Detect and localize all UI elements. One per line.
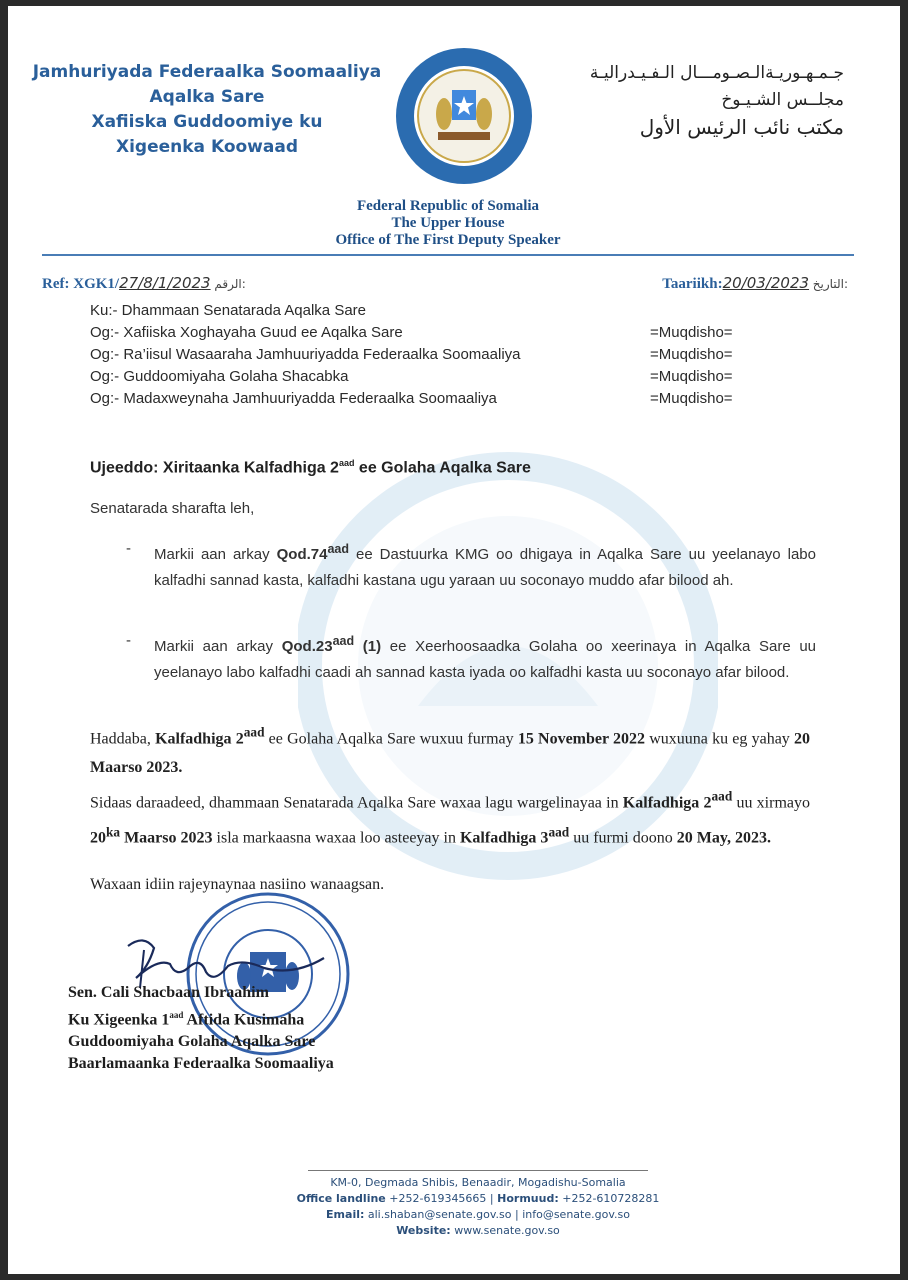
para-text: isla markaasna waxaa loo asteeyay in: [212, 829, 460, 847]
para-text: wuxuuna ku eg yahay: [645, 730, 795, 748]
bullet-dash: -: [126, 632, 131, 649]
ref-arabic-label: الرقم:: [214, 277, 246, 291]
footer-divider: [308, 1170, 648, 1171]
recipient-name: Ku:- Dhammaan Senatarada Aqalka Sare: [90, 302, 366, 319]
date-arabic-label: التاريخ:: [812, 277, 848, 291]
bullet-sup: aad: [327, 542, 350, 556]
header-english: [258, 198, 638, 249]
bullet-text: [154, 628, 816, 686]
bullet-text-part: Markii aan arkay: [154, 546, 277, 563]
bullet-article: Qod.23: [281, 638, 333, 655]
recipient-row: [90, 390, 790, 412]
paragraph-closing-notice: [90, 782, 810, 853]
bullet-item: [126, 536, 816, 594]
bullet-clause: (1): [354, 638, 382, 655]
footer-address: KM-0, Degmada Shibis, Benaadir, Mogadishu-Somalia: [330, 1176, 626, 1189]
para-sup: ka: [106, 824, 121, 840]
para-sup: aad: [711, 789, 733, 804]
recipients-block: [90, 302, 790, 412]
mobile-value: +252-610728281: [558, 1192, 660, 1205]
ref-year-digit: 3: [201, 274, 211, 292]
bullet-text-part: ee Xeerhoosaadka Golaha oo xeerinaya in Aqalka Sare uu yeelanayo labo kalfadhi caadi ah sannad kasta iyada oo kalfadhi kasta uu soconayo afar bilood.: [154, 638, 817, 681]
signer-title-sup: aad: [169, 1010, 184, 1020]
header-english-line-1: Federal Republic of Somalia: [356, 198, 540, 214]
header-line-2: Aqalka Sare: [149, 87, 265, 107]
para-bold: 15 November 2022: [517, 730, 646, 748]
paragraph-session-dates: [90, 718, 810, 782]
letter-date: [662, 274, 848, 293]
subject-prefix: Ujeeddo: Xiritaanka Kalfadhiga 2: [90, 459, 339, 477]
recipient-row: [90, 346, 790, 368]
footer-phones: [208, 1191, 748, 1207]
header-line-1: Jamhuriyada Federaalka Soomaaliya: [32, 62, 382, 82]
para-sup: aad: [548, 824, 570, 840]
footer-email: [208, 1207, 748, 1223]
para-text: ee Golaha Aqalka Sare wuxuu furmay: [264, 730, 518, 748]
para-bold: 20 May, 2023.: [676, 829, 771, 847]
recipient-location: =Muqdisho=: [650, 390, 733, 407]
para-text: uu xirmayo: [732, 794, 810, 812]
header-line-4: Xigeenka Koowaad: [115, 137, 298, 157]
bullet-dash: -: [126, 540, 131, 557]
subject-sup: aad: [338, 458, 355, 468]
website-value: www.senate.gov.so: [450, 1224, 560, 1237]
recipient-location: =Muqdisho=: [650, 324, 733, 341]
recipient-row: [90, 368, 790, 390]
bullet-text-part: Markii aan arkay: [154, 638, 282, 655]
recipient-location: =Muqdisho=: [650, 346, 733, 363]
email-value: ali.shaban@senate.gov.so | info@senate.gov.so: [364, 1208, 630, 1221]
para-bold: Kalfadhiga 3: [459, 829, 549, 847]
header-english-line-2: The Upper House: [391, 215, 505, 231]
subject-suffix: ee Golaha Aqalka Sare: [354, 459, 531, 477]
bullet-sup: aad: [332, 634, 355, 648]
signer-institution: Baarlamaanka Federaalka Soomaaliya: [68, 1055, 334, 1073]
bullet-article: Qod.74: [276, 546, 328, 563]
coat-of-arms-seal: [394, 46, 534, 186]
mobile-label: Hormuud:: [497, 1192, 559, 1205]
reference-number: [42, 274, 246, 293]
letter-subject: [90, 458, 531, 477]
recipient-row: [90, 302, 790, 324]
closing-line: Waxaan idiin rajeynaynaa nasiino wanaagsan.: [90, 876, 385, 893]
signer-title-part: Ku Xigeenka 1: [68, 1011, 170, 1029]
recipient-row: [90, 324, 790, 346]
para-bold: Maarso 2023: [120, 829, 213, 847]
header-divider: [42, 254, 854, 256]
header-arabic: [534, 60, 844, 141]
signer-title-part: Aftida Kusimaha: [183, 1011, 305, 1029]
signer-name: Sen. Cali Shacbaan Ibraahim: [68, 984, 269, 1001]
recipient-location: =Muqdisho=: [650, 368, 733, 385]
recipient-name: Og:- Ra’iisul Wasaaraha Jamhuuriyadda Federaalka Soomaaliya: [90, 346, 521, 363]
bullet-item: [126, 628, 816, 686]
recipient-name: Og:- Guddoomiyaha Golaha Shacabka: [90, 368, 349, 385]
date-handwritten: 20/03/2023: [722, 274, 810, 292]
para-sup: aad: [243, 725, 265, 740]
bullet-text: [154, 536, 816, 594]
para-bold: 20: [90, 829, 106, 847]
header-arabic-line-2: مجلــس الشـيـوخ: [721, 90, 844, 110]
header-somali: [32, 60, 382, 160]
signer-title: [68, 1004, 334, 1031]
phone-label: Office landline: [296, 1192, 386, 1205]
recipient-name: Og:- Xafiiska Xoghayaha Guud ee Aqalka Sare: [90, 324, 403, 341]
date-label: Taariikh:: [662, 276, 723, 292]
recipient-name: Og:- Madaxweynaha Jamhuuriyadda Federaalka Soomaaliya: [90, 390, 497, 407]
para-bold: 20 Maarso 2023.: [90, 730, 811, 777]
para-text: uu furmi doono: [569, 829, 677, 847]
para-bold: Kalfadhiga 2: [155, 730, 244, 748]
salutation: Senatarada sharafta leh,: [90, 500, 255, 517]
header-english-line-3: Office of The First Deputy Speaker: [335, 232, 561, 248]
ref-label: Ref: XGK1/: [42, 276, 120, 292]
letter-page: [8, 6, 900, 1274]
header-arabic-line-3: مكتب نائب الرئيس الأول: [639, 115, 844, 139]
para-bold: Kalfadhiga 2: [622, 794, 712, 812]
website-label: Website:: [396, 1224, 451, 1237]
para-text: Sidaas daraadeed, dhammaan Senatarada Aqalka Sare waxaa lagu wargelinayaa in: [90, 794, 623, 812]
phone-value: +252-619345665 |: [385, 1192, 498, 1205]
header-arabic-line-1: جـمـهـوريـةالـصـومـــال الـفـيـدراليـة: [589, 63, 844, 83]
letter-footer: [208, 1170, 748, 1239]
footer-website: [208, 1223, 748, 1239]
bullet-text-part: ee Dastuurka KMG oo dhigaya in Aqalka Sare uu yeelanayo labo kalfadhi sannad kasta, kalfadhi kastana ugu yaraan uu soconayo muddo afar bilood ah.: [154, 546, 816, 589]
header-line-3: Xafiiska Guddoomiye ku: [91, 112, 323, 132]
email-label: Email:: [326, 1208, 365, 1221]
signer-office: Guddoomiyaha Golaha Aqalka Sare: [68, 1033, 316, 1051]
signature-block: [68, 982, 334, 1075]
ref-handwritten: 27/8/1/202: [119, 274, 202, 292]
para-text: Haddaba,: [90, 730, 156, 748]
